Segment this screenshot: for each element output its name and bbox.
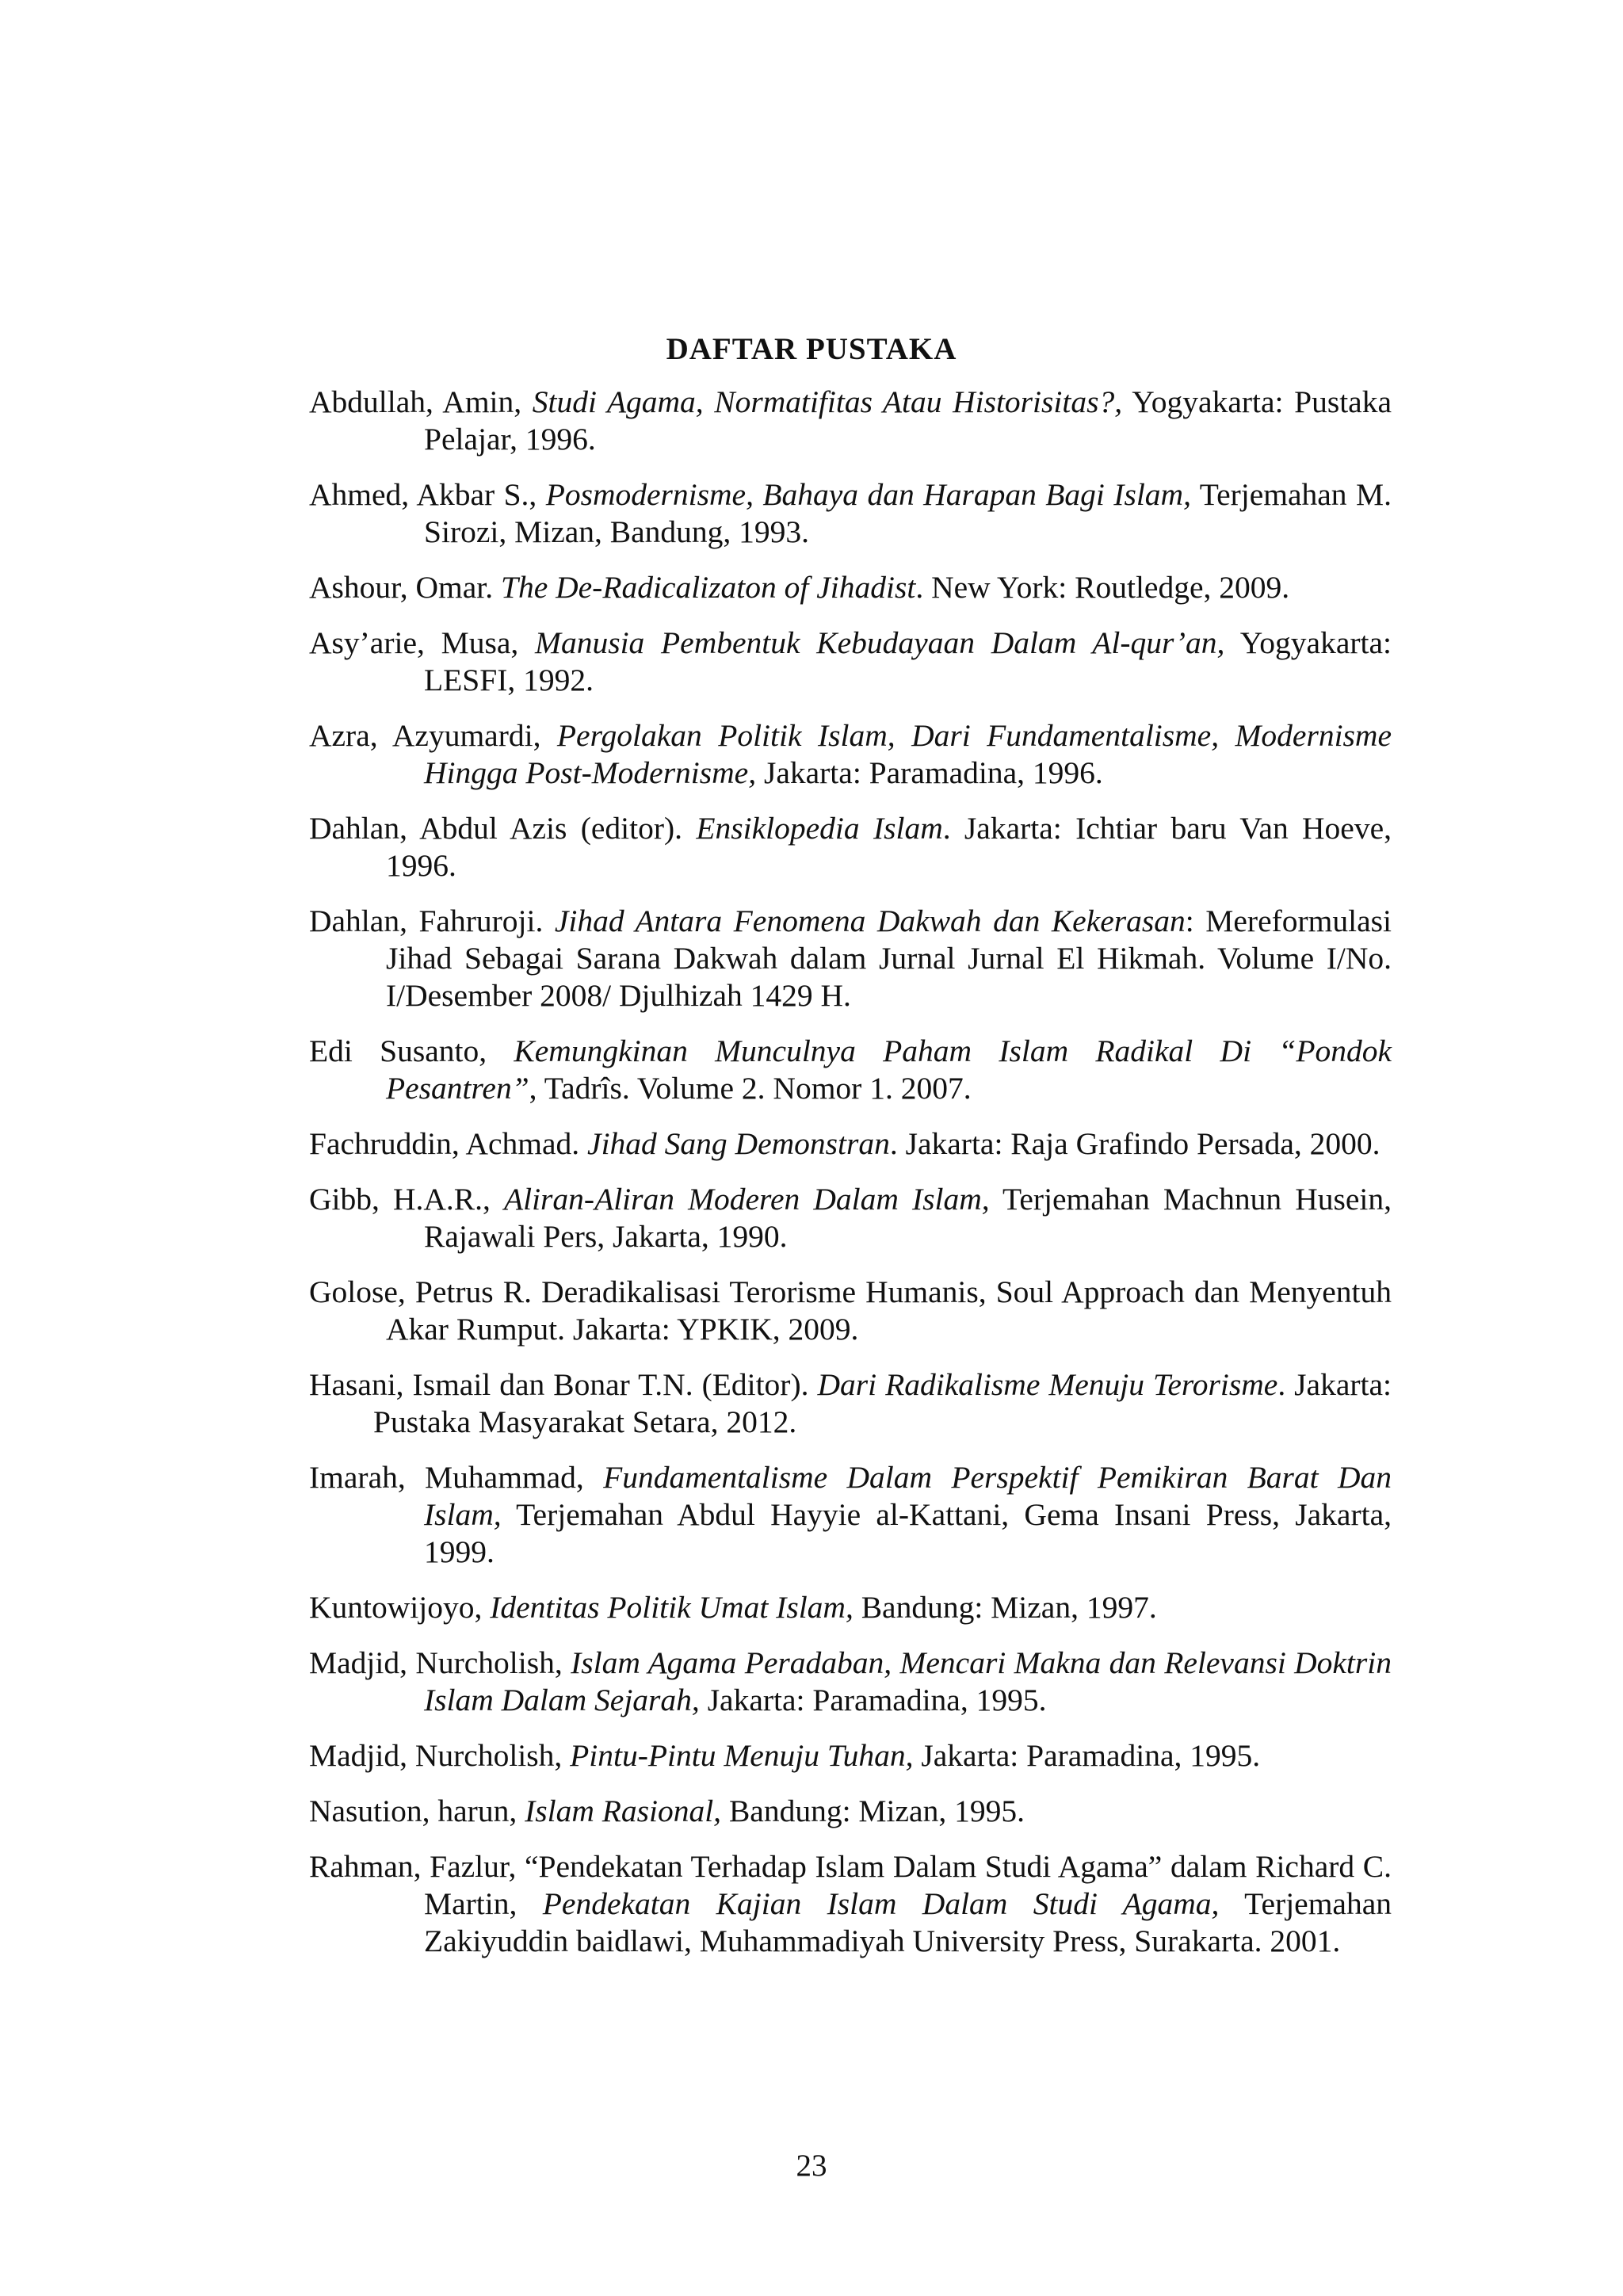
ref-title: Pendekatan Kajian Islam Dalam Studi Agama,: [542, 1886, 1220, 1921]
ref-author: Hasani, Ismail dan Bonar T.N. (Editor).: [309, 1367, 818, 1402]
ref-title: Identitas Politik Umat Islam,: [490, 1590, 854, 1625]
reference-item: [309, 569, 1392, 606]
ref-publisher: Terjemahan M. Sirozi, Mizan, Bandung, 1993.: [424, 477, 1392, 549]
ref-author: Madjid, Nurcholish,: [309, 1738, 571, 1773]
page-title: DAFTAR PUSTAKA: [666, 332, 957, 366]
reference-item: [309, 1848, 1392, 1960]
ref-title: Jihad Sang Demonstran: [587, 1126, 890, 1161]
reference-item: [309, 384, 1392, 458]
reference-item: [309, 1181, 1392, 1255]
ref-title: Manusia Pembentuk Kebudayaan Dalam Al-qur’an,: [535, 625, 1225, 660]
reference-item: [309, 903, 1392, 1014]
ref-author: Nasution, harun,: [309, 1794, 525, 1828]
ref-title: Aliran-Aliran Moderen Dalam Islam,: [503, 1182, 990, 1217]
ref-publisher: Jakarta: Paramadina, 1995.: [913, 1738, 1261, 1773]
ref-publisher: , Tadrîs. Volume 2. Nomor 1. 2007.: [529, 1071, 972, 1106]
ref-author: Ahmed, Akbar S.,: [309, 477, 546, 512]
reference-item: [309, 1366, 1392, 1441]
ref-publisher: Bandung: Mizan, 1997.: [853, 1590, 1157, 1625]
ref-publisher: : Mereformulasi Jihad Sebagai Sarana Dakwah dalam Jurnal Jurnal El Hikmah. Volume I/No. I/Desember 2008/ Djulhizah 1429 H.: [386, 904, 1392, 1013]
ref-author: Rahman, Fazlur, “Pendekatan Terhadap Islam Dalam Studi Agama” dalam Richard C. Martin,: [309, 1849, 1392, 1921]
ref-title: Pergolakan Politik Islam, Dari Fundamentalisme, Modernisme Hingga Post-Modernisme,: [424, 718, 1392, 790]
reference-item: [309, 717, 1392, 792]
ref-title: Dari Radikalisme Menuju Terorisme: [817, 1367, 1278, 1402]
ref-author: Abdullah, Amin,: [309, 384, 533, 419]
reference-item: [309, 476, 1392, 551]
ref-title: Ensiklopedia Islam: [696, 811, 943, 846]
ref-publisher: Terjemahan Abdul Hayyie al-Kattani, Gema Insani Press, Jakarta, 1999.: [424, 1497, 1392, 1569]
ref-author: Dahlan, Fahruroji.: [309, 904, 555, 938]
ref-publisher: . Jakarta: Raja Grafindo Persada, 2000.: [889, 1126, 1381, 1161]
ref-publisher: Jakarta: Paramadina, 1995.: [699, 1683, 1047, 1717]
ref-publisher: . Jakarta: Ichtiar baru Van Hoeve, 1996.: [386, 811, 1392, 883]
ref-title: Posmodernisme, Bahaya dan Harapan Bagi Islam,: [545, 477, 1191, 512]
ref-author: Edi Susanto,: [309, 1033, 514, 1068]
reference-item: [309, 625, 1392, 699]
ref-title: Pintu-Pintu Menuju Tuhan,: [570, 1738, 914, 1773]
reference-item: [309, 1033, 1392, 1107]
reference-item: [309, 810, 1392, 884]
reference-item: [309, 1274, 1392, 1348]
ref-publisher: Yogyakarta: LESFI, 1992.: [424, 625, 1392, 697]
ref-author: Asy’arie, Musa,: [309, 625, 536, 660]
ref-title: Kemungkinan Munculnya Paham Islam Radikal Di “Pondok Pesantren”: [386, 1033, 1392, 1106]
ref-author: Golose, Petrus R. Deradikalisasi Terorisme Humanis, Soul Approach dan Menyentuh Akar Rumput. Jakarta: YPKIK, 2009.: [309, 1274, 1392, 1347]
ref-title: Studi Agama, Normatifitas Atau Historisitas?,: [532, 384, 1123, 419]
ref-publisher: Terjemahan Zakiyuddin baidlawi, Muhammadiyah University Press, Surakarta. 2001.: [424, 1886, 1392, 1958]
ref-author: Madjid, Nurcholish,: [309, 1645, 571, 1680]
reference-item: [309, 1459, 1392, 1571]
ref-publisher: . New York: Routledge, 2009.: [915, 570, 1290, 605]
ref-publisher: Terjemahan Machnun Husein, Rajawali Pers, Jakarta, 1990.: [424, 1182, 1392, 1254]
page-number: 23: [796, 2149, 827, 2183]
ref-publisher: Yogyakarta: Pustaka Pelajar, 1996.: [424, 384, 1392, 457]
ref-author: Fachruddin, Achmad.: [309, 1126, 588, 1161]
ref-title: The De-Radicalizaton of Jihadist: [500, 570, 916, 605]
ref-author: Gibb, H.A.R.,: [309, 1182, 504, 1217]
reference-list: [309, 384, 1392, 1978]
ref-publisher: Bandung: Mizan, 1995.: [721, 1794, 1025, 1828]
reference-item: [309, 1645, 1392, 1719]
ref-publisher: Jakarta: Paramadina, 1996.: [756, 755, 1103, 790]
ref-title: Fundamentalisme Dalam Perspektif Pemikiran Barat Dan Islam,: [424, 1460, 1392, 1532]
ref-title: Islam Agama Peradaban, Mencari Makna dan Relevansi Doktrin Islam Dalam Sejarah,: [424, 1645, 1392, 1717]
ref-author: Kuntowijoyo,: [309, 1590, 491, 1625]
reference-item: [309, 1793, 1392, 1830]
ref-author: Imarah, Muhammad,: [309, 1460, 604, 1495]
reference-item: [309, 1125, 1392, 1163]
ref-author: Dahlan, Abdul Azis (editor).: [309, 811, 697, 846]
reference-item: [309, 1589, 1392, 1626]
ref-author: Azra, Azyumardi,: [309, 718, 557, 753]
reference-item: [309, 1737, 1392, 1775]
ref-publisher: . Jakarta: Pustaka Masyarakat Setara, 2012.: [373, 1367, 1392, 1439]
ref-author: Ashour, Omar.: [309, 570, 501, 605]
ref-title: Jihad Antara Fenomena Dakwah dan Kekerasan: [554, 904, 1186, 938]
ref-title: Islam Rasional,: [525, 1794, 722, 1828]
